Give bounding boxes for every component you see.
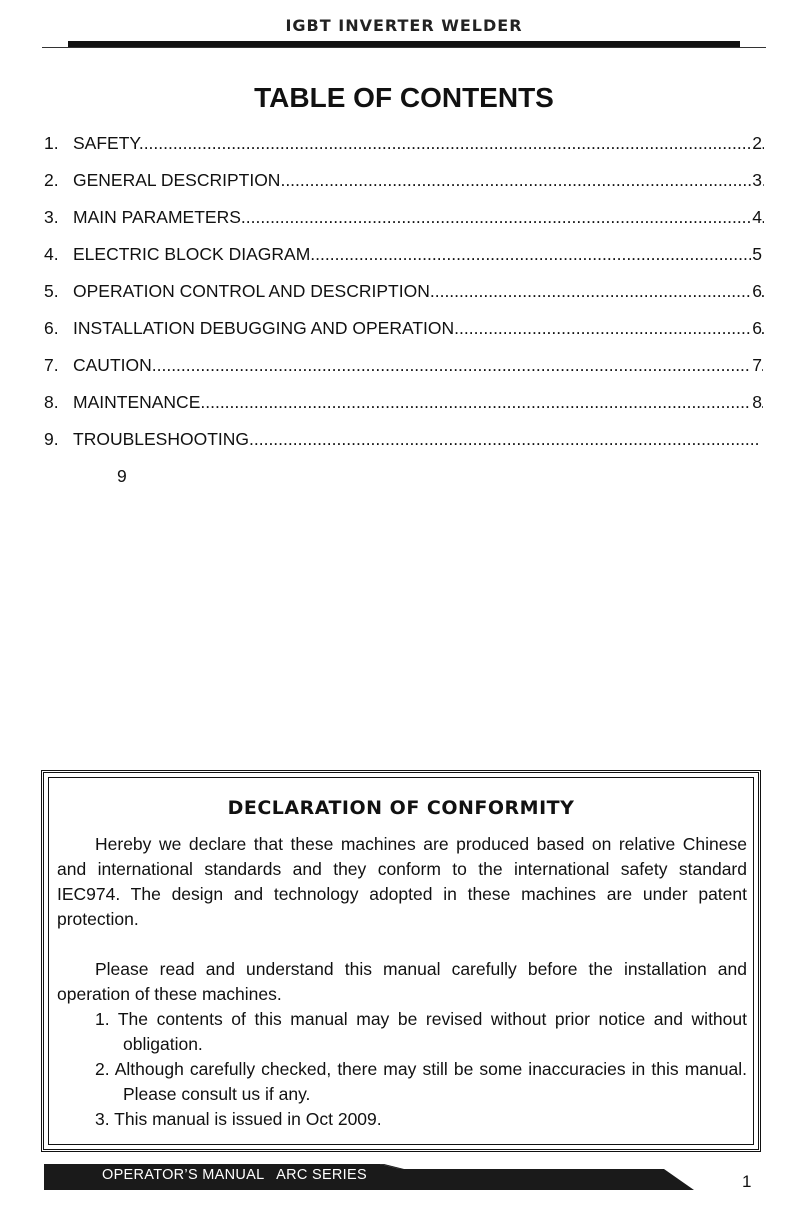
toc-entry-label: MAINTENANCE ..... [73,387,764,417]
toc-entry-label: INSTALLATION DEBUGGING AND OPERATION ..... [73,313,764,343]
toc-entry-label: OPERATION CONTROL AND DESCRIPTION ..... [73,276,764,306]
toc-entry-label: TROUBLESHOOTING ..... [73,424,758,454]
toc-entry-number: 1. [44,133,59,153]
toc-entry-number: 3. [44,207,59,227]
toc-title: TABLE OF CONTENTS [254,82,554,113]
toc-entry-page: 2 [751,128,762,158]
toc-entry-operation-control[interactable] [44,276,764,313]
toc-entry-label: CAUTION ..... [73,350,764,380]
toc-entry-label: MAIN PARAMETERS ..... [73,202,764,232]
declaration-body [57,832,747,1132]
footer-bar [44,1164,694,1190]
declaration-inner-border [48,777,754,1145]
toc-entry-troubleshooting[interactable] [44,424,764,498]
toc-entry-page: 8 [751,387,762,417]
toc-entry-number: 5. [44,281,59,301]
toc-entry-number: 8. [44,392,59,412]
declaration-of-conformity-box [41,770,761,1152]
declaration-paragraph: Hereby we declare that these machines are produced based on relative Chinese and international standards and they conform to the international safety standard IEC974. The design and technology adopted in these machines are under patent protection. [57,834,747,929]
toc-entry-page: 4 [751,202,762,232]
toc-entry-number: 7. [44,355,59,375]
declaration-note: 1. The contents of this manual may be revised without prior notice and without obligation. [95,1009,747,1054]
toc-entry-main-parameters[interactable] [44,202,764,239]
toc-entry-general-description[interactable] [44,165,764,202]
toc-entry-page: 7 [751,350,762,380]
toc-entry-number: 9. [44,429,59,449]
footer-label: OPERATOR’S MANUAL ARC SERIES [102,1167,367,1183]
toc-entry-safety[interactable] [44,128,764,165]
toc-entry-page: 5 [751,239,762,269]
toc-entry-page: 9 [116,461,127,491]
toc-entry-number: 6. [44,318,59,338]
declaration-note: 2. Although carefully checked, there may still be some inaccuracies in this manual. Please consult us if any. [95,1059,747,1104]
toc-entry-electric-block-diagram[interactable] [44,239,764,276]
toc-list [44,128,764,498]
toc-entry-number: 2. [44,170,59,190]
declaration-paragraph: Please read and understand this manual carefully before the installation and operation of these machines. [57,959,747,1004]
declaration-notes-list [57,1007,747,1132]
declaration-note: 3. This manual is issued in Oct 2009. [95,1109,382,1129]
toc-entry-page: 3 [751,165,762,195]
toc-entry-label: GENERAL DESCRIPTION ..... [73,165,764,195]
toc-entry-page: 6 [751,313,762,343]
toc-entry-maintenance[interactable] [44,387,764,424]
toc-entry-caution[interactable] [44,350,764,387]
toc-entry-label: SAFETY ..... [73,128,764,158]
toc-entry-number: 4. [44,244,59,264]
toc-entry-installation[interactable] [44,313,764,350]
toc-entry-label: ELECTRIC BLOCK DIAGRAM ..... [73,239,764,269]
toc-entry-page: 6 [751,276,762,306]
header-rule-thin [42,47,766,48]
page-number: 1 [742,1172,752,1191]
declaration-title: DECLARATION OF CONFORMITY [227,797,575,819]
running-header-title: IGBT INVERTER WELDER [285,16,523,35]
